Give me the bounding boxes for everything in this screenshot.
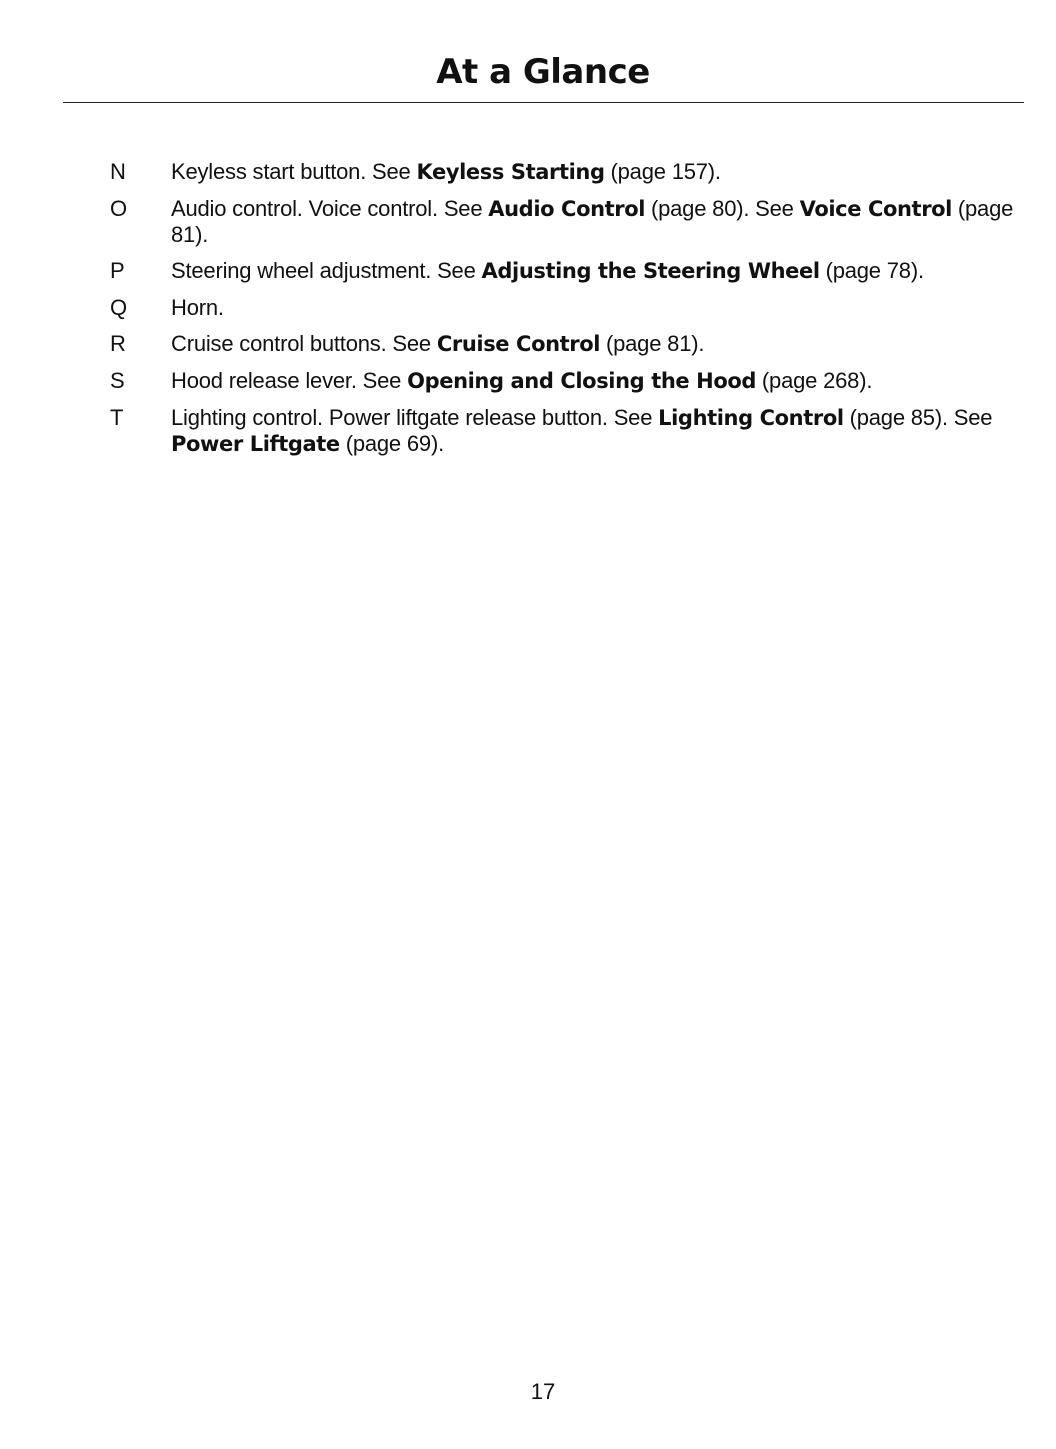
- title-divider: [63, 102, 1024, 103]
- page-number: 17: [530, 1379, 556, 1404]
- item-letter: R: [110, 331, 126, 356]
- item-description: [171, 368, 1021, 394]
- item-description: [171, 196, 1021, 247]
- item-letter: N: [110, 159, 126, 184]
- item-letter: S: [110, 368, 125, 393]
- description-text: Horn.: [171, 295, 224, 320]
- description-text: (page 81).: [600, 331, 705, 356]
- list-item: [0, 368, 1056, 394]
- cross-reference-link[interactable]: Lighting Control: [658, 406, 844, 430]
- cross-reference-link[interactable]: Opening and Closing the Hood: [407, 369, 757, 393]
- list-item: [0, 405, 1056, 457]
- page-title: At a Glance: [436, 52, 650, 92]
- item-description: [171, 331, 1021, 357]
- cross-reference-link[interactable]: Power Liftgate: [171, 432, 340, 456]
- item-description: [171, 258, 1021, 284]
- item-list: [0, 159, 1056, 468]
- item-letter: O: [110, 196, 128, 221]
- description-text: (page 80). See: [645, 196, 800, 221]
- item-description: [171, 295, 1021, 320]
- item-description: [171, 405, 1021, 457]
- list-item: [0, 159, 1056, 185]
- description-text: Audio control. Voice control. See: [171, 196, 489, 221]
- cross-reference-link[interactable]: Keyless Starting: [416, 160, 605, 184]
- item-letter: Q: [110, 295, 128, 320]
- description-text: (page 81).: [171, 196, 1014, 247]
- description-text: Hood release lever. See: [171, 368, 408, 393]
- list-item: [0, 196, 1056, 247]
- description-text: Cruise control buttons. See: [171, 331, 437, 356]
- description-text: (page 69).: [339, 431, 444, 456]
- item-letter: P: [110, 258, 125, 283]
- description-text: Keyless start button. See: [171, 159, 417, 184]
- description-text: (page 85). See: [843, 405, 993, 430]
- description-text: Steering wheel adjustment. See: [171, 258, 482, 283]
- list-item: [0, 258, 1056, 284]
- description-text: (page 268).: [756, 368, 873, 393]
- item-description: [171, 159, 1021, 185]
- cross-reference-link[interactable]: Cruise Control: [436, 332, 601, 356]
- cross-reference-link[interactable]: Adjusting the Steering Wheel: [481, 259, 820, 283]
- item-letter: T: [110, 405, 124, 430]
- list-item: [0, 295, 1056, 320]
- cross-reference-link[interactable]: Audio Control: [488, 197, 646, 221]
- cross-reference-link[interactable]: Voice Control: [799, 197, 952, 221]
- description-text: (page 157).: [604, 159, 721, 184]
- description-text: Lighting control. Power liftgate release button. See: [171, 405, 659, 430]
- description-text: (page 78).: [819, 258, 924, 283]
- list-item: [0, 331, 1056, 357]
